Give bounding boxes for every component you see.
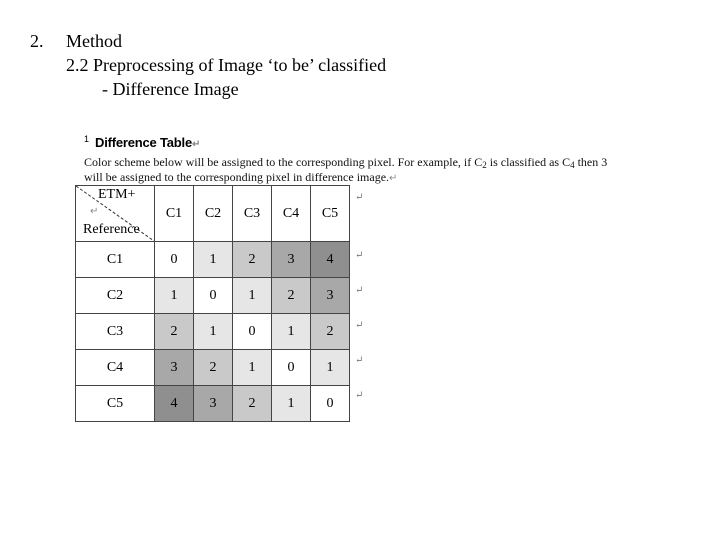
table-cell: 0 bbox=[194, 278, 233, 314]
corner-label-etm: ETM+ bbox=[98, 187, 136, 202]
column-header: C3 bbox=[233, 186, 272, 242]
table-cell: 1 bbox=[194, 242, 233, 278]
table-cell: 3 bbox=[272, 242, 311, 278]
table-cell: 1 bbox=[272, 314, 311, 350]
column-header: C2 bbox=[194, 186, 233, 242]
doc-section-title-text: Difference Table bbox=[95, 135, 192, 150]
table-cell: 1 bbox=[272, 386, 311, 422]
table-cell: 1 bbox=[233, 350, 272, 386]
table-cell: 0 bbox=[233, 314, 272, 350]
difference-table bbox=[75, 185, 350, 422]
table-corner-cell bbox=[76, 186, 155, 242]
slide-title: Method bbox=[66, 31, 122, 51]
table-cell: 2 bbox=[233, 242, 272, 278]
table-cell: 3 bbox=[194, 386, 233, 422]
column-header: C1 bbox=[155, 186, 194, 242]
return-mark-icon: ↵ bbox=[355, 250, 364, 261]
row-header: C1 bbox=[76, 242, 155, 278]
doc-section-number: 1 bbox=[84, 134, 90, 144]
table-row bbox=[76, 386, 350, 422]
table-header-row bbox=[76, 186, 350, 242]
column-header: C5 bbox=[311, 186, 350, 242]
table-cell: 4 bbox=[311, 242, 350, 278]
corner-label-reference: Reference bbox=[83, 222, 140, 237]
return-mark-icon: ↵ bbox=[90, 206, 99, 217]
column-header: C4 bbox=[272, 186, 311, 242]
table-row bbox=[76, 350, 350, 386]
return-mark-icon: ↵ bbox=[355, 285, 364, 296]
return-mark-icon: ↵ bbox=[355, 355, 364, 366]
doc-line1-mid: is classified as C bbox=[486, 155, 571, 169]
slide-subheading: - Difference Image bbox=[102, 79, 239, 99]
doc-section-title bbox=[95, 135, 200, 150]
slide-subtitle: 2.2 Preprocessing of Image ‘to be’ classified bbox=[66, 55, 387, 75]
table-cell: 1 bbox=[155, 278, 194, 314]
table-cell: 0 bbox=[155, 242, 194, 278]
return-mark-icon: ↵ bbox=[355, 320, 364, 331]
table-cell: 1 bbox=[311, 350, 350, 386]
return-mark-icon: ↵ bbox=[389, 173, 398, 184]
row-header: C3 bbox=[76, 314, 155, 350]
return-mark-icon: ↵ bbox=[355, 192, 364, 203]
doc-line2-text: will be assigned to the corresponding pixel in difference image. bbox=[84, 170, 390, 184]
table-row bbox=[76, 314, 350, 350]
table-cell: 2 bbox=[233, 386, 272, 422]
table-cell: 0 bbox=[272, 350, 311, 386]
table-cell: 2 bbox=[155, 314, 194, 350]
return-mark-icon: ↵ bbox=[355, 390, 364, 401]
table-cell: 2 bbox=[272, 278, 311, 314]
table-row bbox=[76, 278, 350, 314]
doc-line1-sub-b: 4 bbox=[570, 160, 575, 170]
doc-paragraph-line-2 bbox=[84, 170, 397, 185]
table-cell: 1 bbox=[233, 278, 272, 314]
row-header: C2 bbox=[76, 278, 155, 314]
table-cell: 0 bbox=[311, 386, 350, 422]
row-header: C5 bbox=[76, 386, 155, 422]
table-cell: 2 bbox=[311, 314, 350, 350]
doc-line1-end: then 3 bbox=[574, 155, 608, 169]
table-cell: 3 bbox=[311, 278, 350, 314]
table-cell: 4 bbox=[155, 386, 194, 422]
doc-line1-sub-a: 2 bbox=[482, 160, 487, 170]
doc-line1-text: Color scheme below will be assigned to the corresponding pixel. For example, if C bbox=[84, 155, 483, 169]
row-header: C4 bbox=[76, 350, 155, 386]
table-row bbox=[76, 242, 350, 278]
table-cell: 3 bbox=[155, 350, 194, 386]
table-cell: 2 bbox=[194, 350, 233, 386]
return-mark-icon: ↵ bbox=[191, 139, 201, 150]
table-cell: 1 bbox=[194, 314, 233, 350]
slide-number: 2. bbox=[30, 31, 44, 51]
doc-paragraph-line-1 bbox=[84, 155, 607, 170]
